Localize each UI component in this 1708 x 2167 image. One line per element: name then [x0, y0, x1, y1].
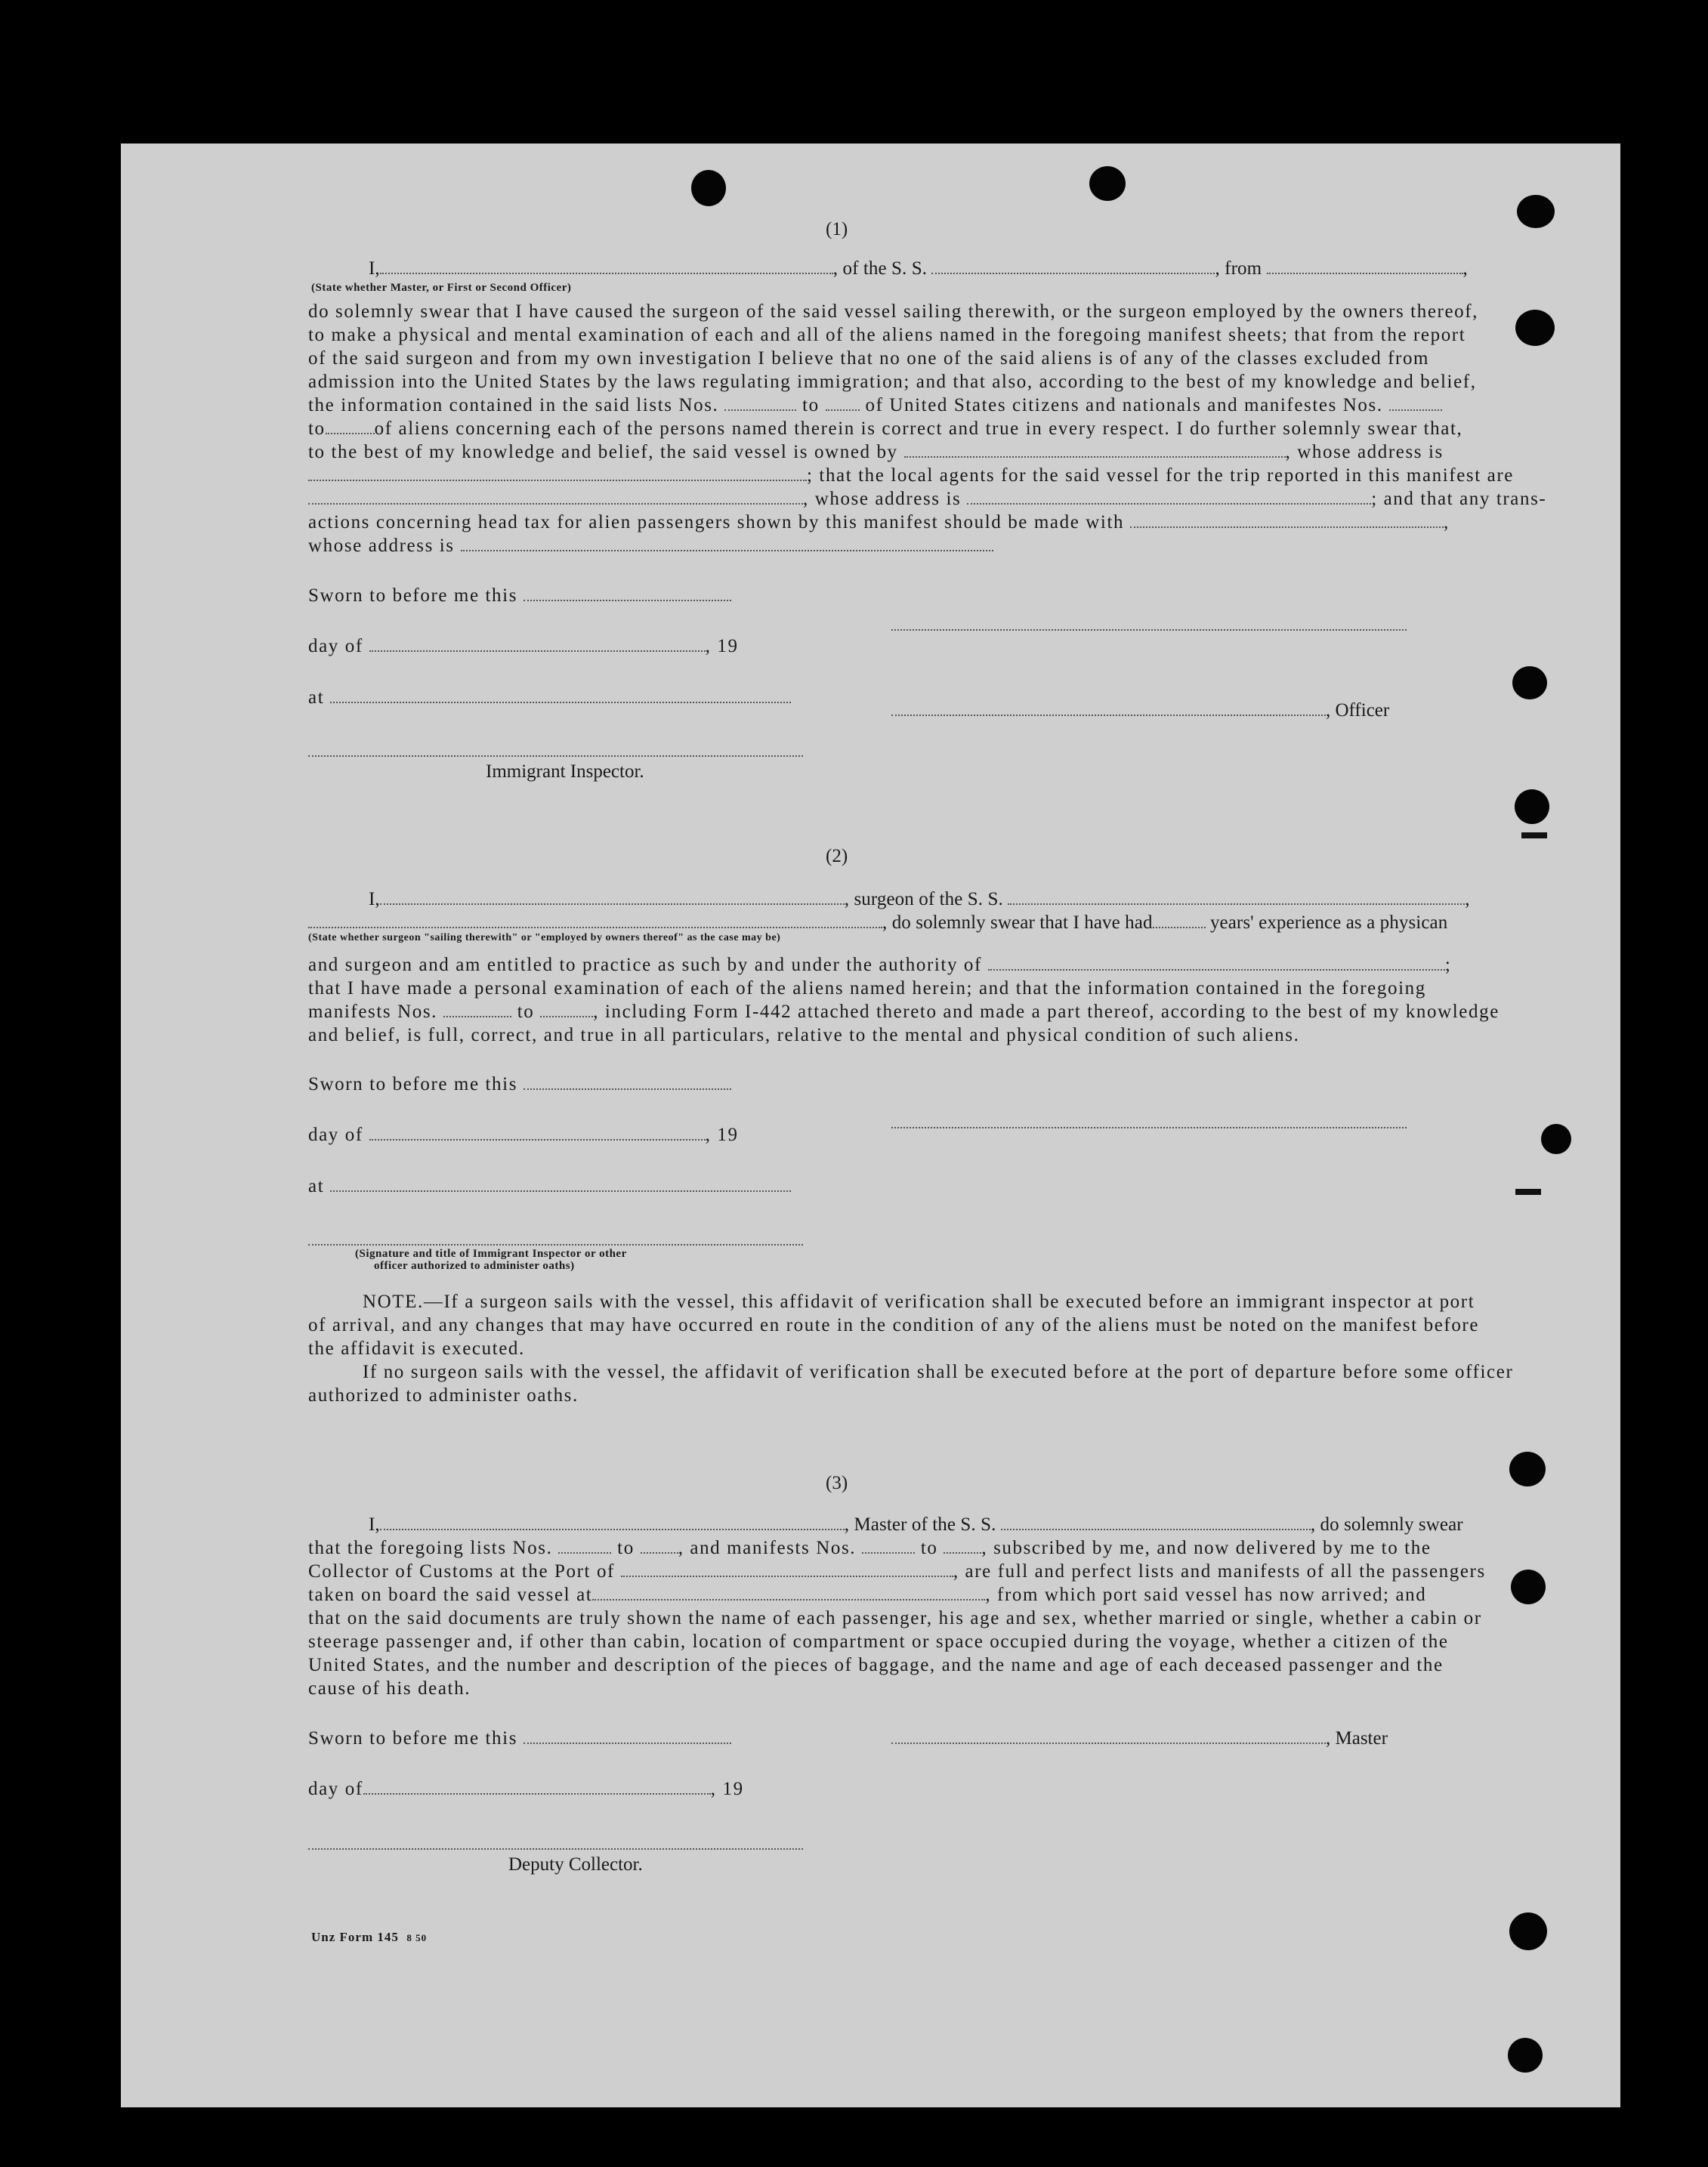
section-2-number: (2): [826, 846, 848, 866]
s2-para-line-2: that I have made a personal examination of each of the aliens named herein; and that the information contained in the foregoing: [308, 978, 1426, 999]
s1-para-line-2: to make a physical and mental examination of each and all of the aliens named in the foregoing manifest sheets; that from the report: [308, 325, 1466, 345]
s1-para-line-4: admission into the United States by the laws regulating immigration; and that also, according to the best of my knowledge and belief,: [308, 372, 1477, 392]
s3-line-1: I, , Master of the S. S. , do solemnly swear: [369, 1514, 1463, 1535]
s2-sworn-label: Sworn to before me this: [308, 1074, 731, 1095]
s2-surgeon-caption: (State whether surgeon "sailing therewith" or "employed by owners thereof" as the case may be): [308, 932, 781, 943]
s3-deputy-caption: Deputy Collector.: [508, 1854, 643, 1875]
s2-sig-caption-1: (Signature and title of Immigrant Inspector or other: [355, 1248, 627, 1260]
s2-sig-caption-2: officer authorized to administer oaths): [374, 1260, 575, 1272]
s1-at-label: at: [308, 687, 791, 708]
s1-officer-signature: , Officer: [891, 700, 1389, 721]
scan-mark: [1521, 832, 1547, 838]
note-line-4: If no surgeon sails with the vessel, the affidavit of verification shall be executed before at the port of departure before some officer: [363, 1362, 1514, 1382]
s3-sworn-label: Sworn to before me this: [308, 1728, 731, 1749]
s2-day-label: day of , 19: [308, 1125, 739, 1145]
s2-at-label: at: [308, 1176, 791, 1197]
punch-hole-right-9: [1508, 2038, 1543, 2073]
s2-line-1: I, , surgeon of the S. S. ,: [369, 889, 1470, 909]
s1-para-line-11: whose address is: [308, 534, 1320, 557]
s2-para-line-3: manifests Nos. to , including Form I-442 attached thereto and made a part thereof, according to the best of my knowledge: [308, 1002, 1500, 1022]
s2-para-line-4: and belief, is full, correct, and true in all particulars, relative to the mental and physical condition of such aliens.: [308, 1025, 1300, 1045]
note-line-5: authorized to administer oaths.: [308, 1385, 579, 1406]
s1-para-line-7: to the best of my knowledge and belief, the said vessel is owned by , whose address is: [308, 442, 1444, 462]
s1-sworn-label: Sworn to before me this: [308, 585, 731, 607]
s1-day-label: day of , 19: [308, 636, 739, 656]
punch-hole-right-8: [1509, 1912, 1547, 1950]
punch-hole-right-1: [1517, 195, 1555, 228]
note-line-1: NOTE.—If a surgeon sails with the vessel, this affidavit of verification shall be executed before an immigrant inspector at port: [363, 1292, 1475, 1312]
note-line-2: of arrival, and any changes that may have occurred en route in the condition of any of the aliens must be noted on the manifest before: [308, 1315, 1480, 1335]
s3-para-line-7: cause of his death.: [308, 1678, 471, 1699]
s3-para-line-6: United States, and the number and description of the pieces of baggage, and the name and age of each deceased passenger and the: [308, 1655, 1444, 1675]
s3-day-label: day of , 19: [308, 1779, 744, 1799]
s3-deputy-line: [308, 1847, 803, 1850]
s1-signature-line-1: [891, 628, 1407, 631]
s3-para-line-1: that the foregoing lists Nos. to , and manifests Nos. to , subscribed by me, and now delivered by me to the: [308, 1538, 1432, 1558]
s1-para-line-1: do solemnly swear that I have caused the surgeon of the said vessel sailing therewith, or the surgeon employed by the owners thereof,: [308, 301, 1479, 322]
s3-para-line-2: Collector of Customs at the Port of , are full and perfect lists and manifests of all the passengers: [308, 1561, 1486, 1582]
punch-hole-right-5: [1541, 1124, 1571, 1154]
s1-line-1: I, , of the S. S. , from ,: [369, 258, 1468, 279]
s1-officer-caption: (State whether Master, or First or Second Officer): [311, 282, 572, 294]
s2-inspector-line: [308, 1242, 803, 1246]
section-1-number: (1): [826, 219, 848, 239]
s3-para-line-4: that on the said documents are truly shown the name of each passenger, his age and sex, whether married or single, whether a cabin or: [308, 1608, 1482, 1628]
punch-hole-right-3: [1512, 666, 1547, 699]
note-line-3: the affidavit is executed.: [308, 1338, 525, 1359]
s3-para-line-5: steerage passenger and, if other than cabin, location of compartment or space occupied during the voyage, whether a citizen of the: [308, 1631, 1449, 1652]
punch-hole-right-2: [1515, 310, 1555, 346]
punch-hole-right-7: [1511, 1570, 1546, 1604]
punch-hole-right-6: [1509, 1452, 1546, 1486]
s1-para-line-6: to of aliens concerning each of the persons named therein is correct and true in every respect. I do further solemnly swear that,: [308, 418, 1463, 439]
s2-signature-line: [891, 1125, 1407, 1128]
scan-mark: [1515, 1189, 1541, 1195]
s3-master-signature: , Master: [891, 1728, 1388, 1749]
section-3-number: (3): [826, 1473, 848, 1493]
s1-inspector-line: [308, 754, 803, 757]
punch-hole-top-2: [1089, 166, 1126, 201]
s1-para-line-8: ; that the local agents for the said vessel for the trip reported in this manifest are: [308, 464, 1320, 487]
s1-para-line-5: the information contained in the said lists Nos. to of United States citizens and nationals and manifestes Nos.: [308, 394, 1320, 417]
s1-inspector-caption: Immigrant Inspector.: [486, 761, 644, 782]
form-number: Unz Form 145 8 50: [311, 1930, 428, 1944]
s1-para-line-3: of the said surgeon and from my own investigation I believe that no one of the said aliens is of any of the classes excluded from: [308, 348, 1430, 369]
form-page: [121, 144, 1620, 2107]
s1-para-line-10: actions concerning head tax for alien passengers shown by this manifest should be made with ,: [308, 512, 1450, 532]
s2-line-2: , do solemnly swear that I have had years' experience as a physican: [308, 911, 1320, 934]
s3-para-line-3: taken on board the said vessel at , from which port said vessel has now arrived; and: [308, 1585, 1427, 1605]
punch-hole-top-1: [691, 170, 726, 206]
s2-para-line-1: and surgeon and am entitled to practice as such by and under the authority of ;: [308, 955, 1452, 975]
punch-hole-right-4: [1515, 789, 1549, 824]
s1-para-line-9: , whose address is ; and that any trans-: [308, 487, 1320, 511]
